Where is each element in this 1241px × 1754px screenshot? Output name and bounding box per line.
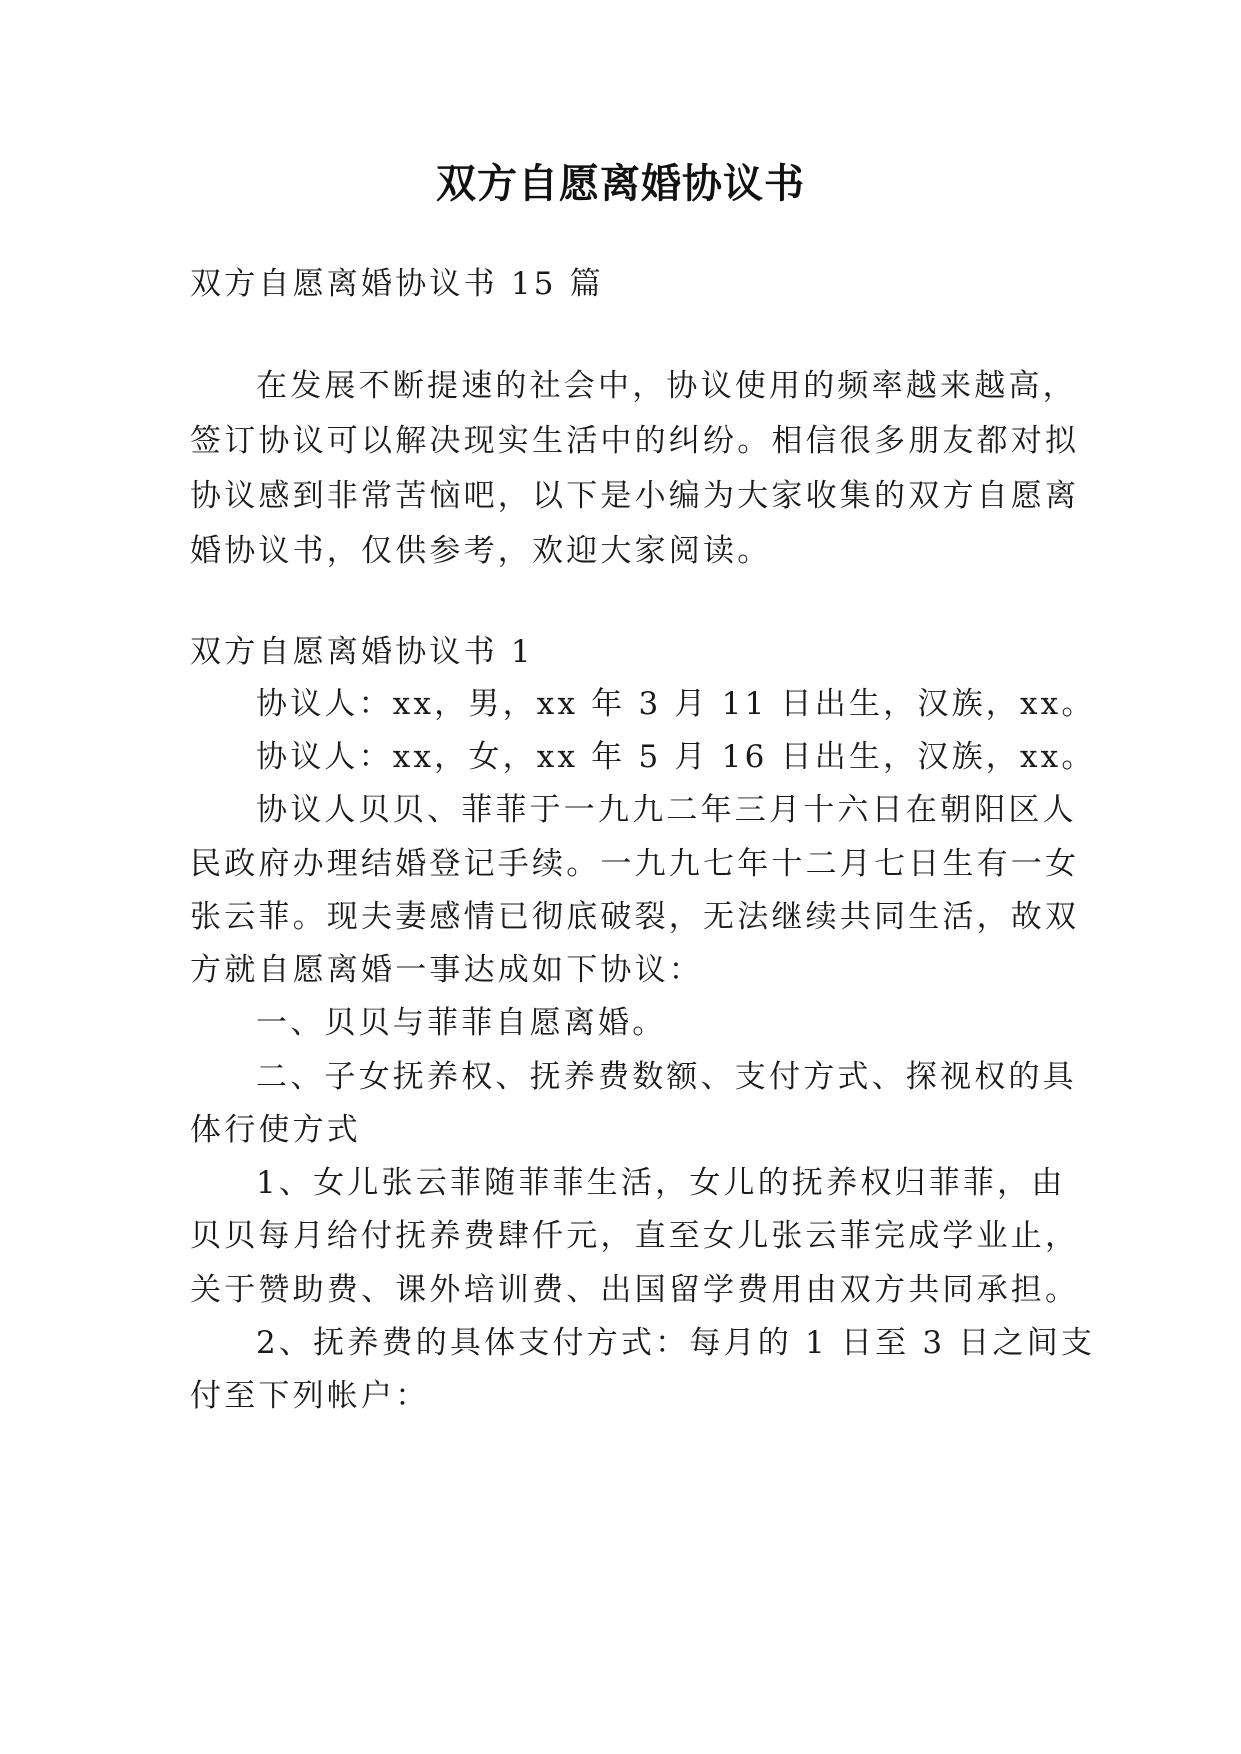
body-line: 协议人贝贝、菲菲于一九九二年三月十六日在朝阳区人 xyxy=(256,792,1077,828)
section-heading: 双方自愿离婚协议书 1 xyxy=(190,634,534,670)
intro-line: 协议感到非常苦恼吧，以下是小编为大家收集的双方自愿离 xyxy=(190,478,1080,514)
clause-line: 1、女儿张云菲随菲菲生活，女儿的抚养权归菲菲，由 xyxy=(256,1165,1066,1201)
body-line: 民政府办理结婚登记手续。一九九七年十二月七日生有一女 xyxy=(190,846,1080,882)
intro-line: 在发展不断提速的社会中，协议使用的频率越来越高， xyxy=(256,368,1077,404)
intro-line: 签订协议可以解决现实生活中的纠纷。相信很多朋友都对拟 xyxy=(190,423,1080,459)
body-line: 张云菲。现夫妻感情已彻底破裂，无法继续共同生活，故双 xyxy=(190,899,1080,935)
clause-line: 2、抚养费的具体支付方式：每月的 1 日至 3 日之间支 xyxy=(256,1325,1096,1361)
clause-line: 一、贝贝与菲菲自愿离婚。 xyxy=(256,1005,667,1041)
body-line: 方就自愿离婚一事达成如下协议： xyxy=(190,952,703,988)
party-line: 协议人：xx，女，xx 年 5 月 16 日出生，汉族，xx。 xyxy=(256,739,1096,775)
document-subtitle: 双方自愿离婚协议书 15 篇 xyxy=(190,266,604,302)
document-title: 双方自愿离婚协议书 xyxy=(436,161,805,207)
clause-line: 二、子女抚养权、抚养费数额、支付方式、探视权的具 xyxy=(256,1059,1077,1095)
clause-line: 付至下列帐户： xyxy=(190,1378,430,1414)
clause-line: 关于赞助费、课外培训费、出国留学费用由双方共同承担。 xyxy=(190,1272,1080,1308)
clause-line: 体行使方式 xyxy=(190,1112,361,1148)
clause-line: 贝贝每月给付抚养费肆仟元，直至女儿张云菲完成学业止， xyxy=(190,1218,1080,1254)
party-line: 协议人：xx，男，xx 年 3 月 11 日出生，汉族，xx。 xyxy=(256,686,1096,722)
intro-line: 婚协议书，仅供参考，欢迎大家阅读。 xyxy=(190,533,772,569)
